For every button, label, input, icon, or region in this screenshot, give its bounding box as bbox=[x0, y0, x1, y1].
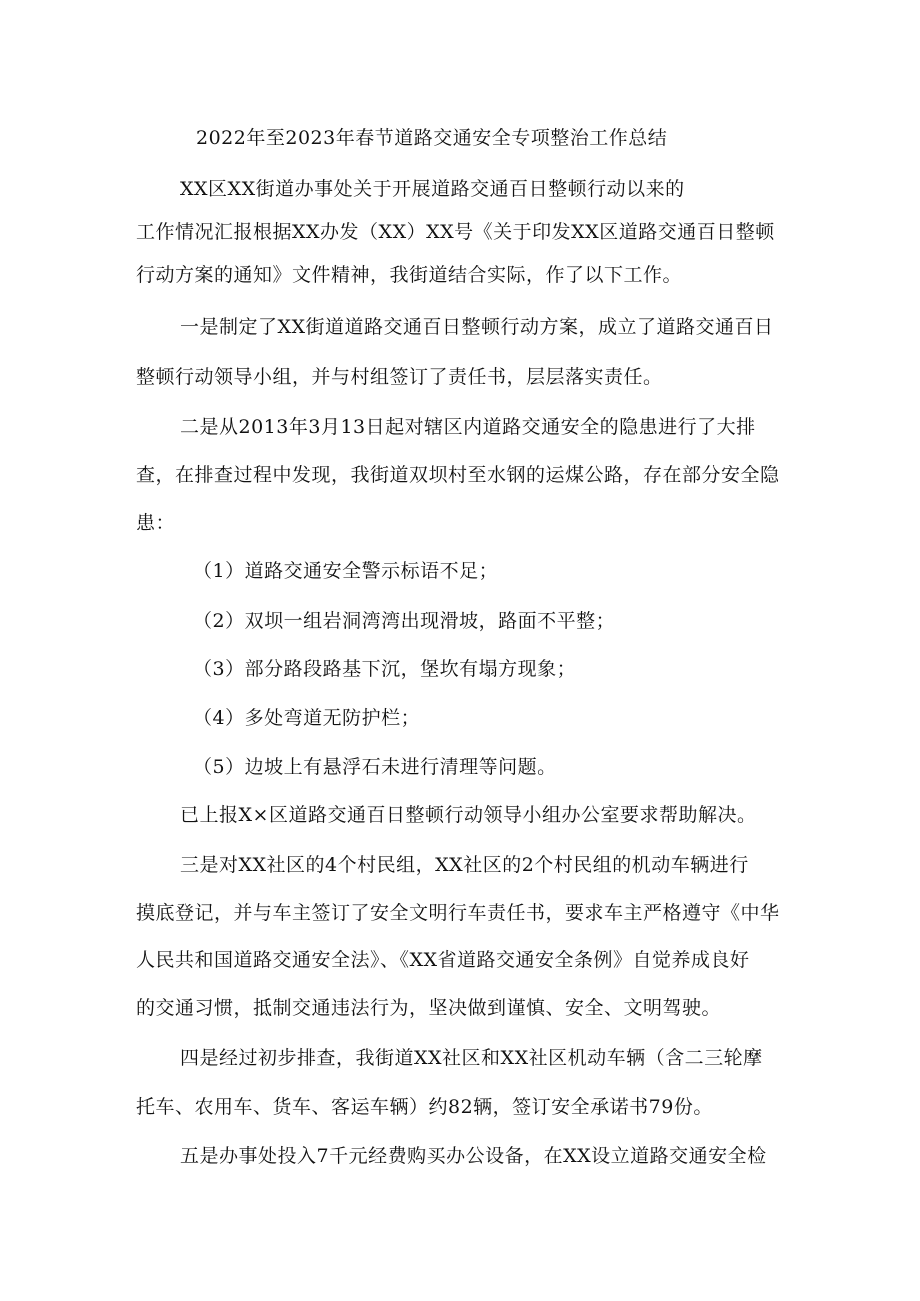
paragraph-line: 托车、农用车、货车、客运车辆）约82辆，签订安全承诺书79份。 bbox=[136, 1096, 713, 1118]
list-item: （2）双坝一组岩洞湾湾出现滑坡，路面不平整； bbox=[193, 610, 616, 632]
paragraph-line: 四是经过初步排查，我街道XX社区和XX社区机动车辆（含二三轮摩 bbox=[180, 1047, 763, 1069]
paragraph-line: 二是从2013年3月13日起对辖区内道路交通安全的隐患进行了大排 bbox=[180, 416, 756, 438]
paragraph-line: 五是办事处投入7千元经费购买办公设备，在XX设立道路交通安全检 bbox=[180, 1145, 767, 1167]
paragraph-line: 查，在排查过程中发现，我街道双坝村至水钢的运煤公路，存在部分安全隐 bbox=[136, 464, 780, 486]
document-title: 2022年至2023年春节道路交通安全专项整治工作总结 bbox=[196, 127, 668, 149]
paragraph-line: 三是对XX社区的4个村民组，XX社区的2个村民组的机动车辆进行 bbox=[180, 854, 749, 876]
list-item: （1）道路交通安全警示标语不足； bbox=[193, 560, 499, 582]
paragraph-line: 工作情况汇报根据XX办发（XX）XX号《关于印发XX区道路交通百日整顿 bbox=[136, 221, 775, 243]
paragraph-line: 行动方案的通知》文件精神，我街道结合实际，作了以下工作。 bbox=[136, 264, 683, 286]
list-item: （5）边坡上有悬浮石未进行清理等问题。 bbox=[193, 756, 557, 778]
paragraph-line: 已上报X×区道路交通百日整顿行动领导小组办公室要求帮助解决。 bbox=[180, 804, 757, 826]
paragraph-line: 患： bbox=[136, 512, 176, 534]
paragraph-line: 一是制定了XX街道道路交通百日整顿行动方案，成立了道路交通百日 bbox=[180, 316, 774, 338]
paragraph-line: 整顿行动领导小组，并与村组签订了责任书，层层落实责任。 bbox=[136, 366, 663, 388]
paragraph-line: 的交通习惯，抵制交通违法行为，坚决做到谨慎、安全、文明驾驶。 bbox=[136, 997, 722, 1019]
paragraph-line: XX区XX街道办事处关于开展道路交通百日整顿行动以来的 bbox=[180, 178, 685, 200]
list-item: （3）部分路段路基下沉，堡坎有塌方现象； bbox=[193, 658, 577, 680]
paragraph-line: 人民共和国道路交通安全法》、《XX省道路交通安全条例》自觉养成良好 bbox=[136, 949, 750, 971]
paragraph-line: 摸底登记，并与车主签订了安全文明行车责任书，要求车主严格遵守《中华 bbox=[136, 902, 780, 924]
list-item: （4）多处弯道无防护栏； bbox=[193, 707, 421, 729]
